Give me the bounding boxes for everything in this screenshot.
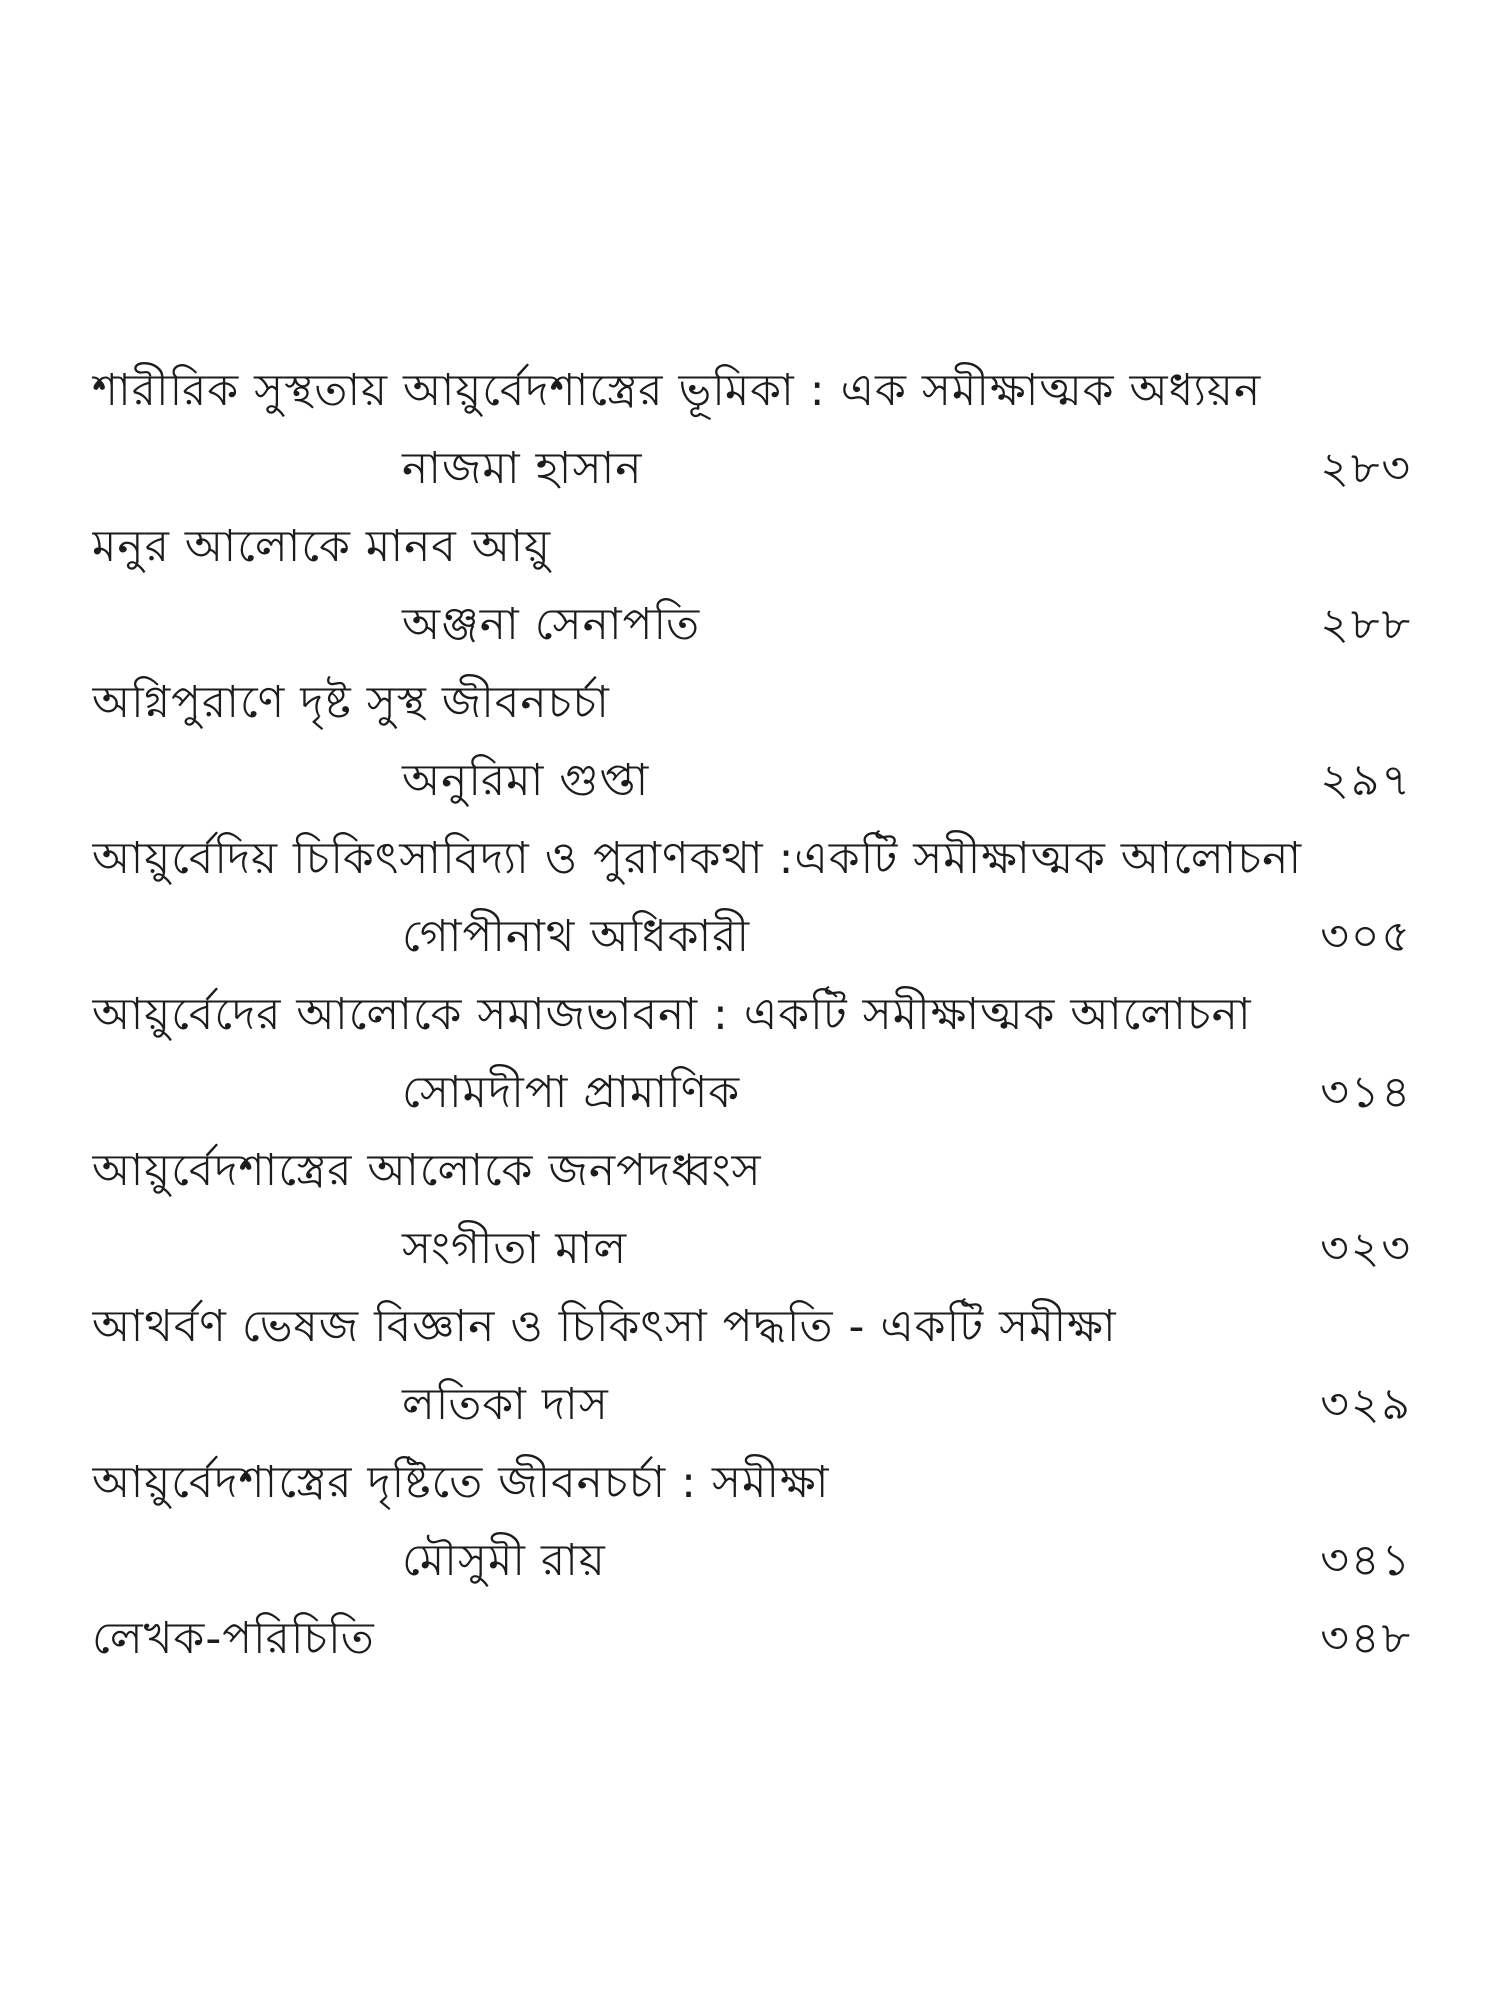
entry-author-row (92, 1210, 1412, 1288)
entry-author-row (92, 430, 1412, 508)
toc-entry (92, 664, 1412, 820)
toc-entry-author-bios (92, 1600, 1412, 1678)
toc-entry (92, 508, 1412, 664)
toc-entry (92, 976, 1412, 1132)
entry-author: সংগীতা মাল (402, 1223, 628, 1274)
entry-author: লতিকা দাস (402, 1379, 609, 1430)
entry-page-number: ৩৪১ (1320, 1535, 1412, 1586)
toc-entry (92, 352, 1412, 508)
entry-page-number: ৩২৯ (1320, 1379, 1412, 1430)
entry-author-row (92, 1366, 1412, 1444)
entry-title-row (92, 1600, 1412, 1678)
toc-entry (92, 1132, 1412, 1288)
entry-title: আয়ুর্বেদের আলোকে সমাজভাবনা : একটি সমীক্ষাত্মক আলোচনা (92, 989, 1252, 1040)
entry-author: অনুরিমা গুপ্তা (402, 755, 650, 806)
entry-page-number: ২৮৮ (1320, 599, 1412, 650)
entry-author: গোপীনাথ অধিকারী (402, 911, 751, 962)
entry-page-number: ৩১৪ (1320, 1067, 1412, 1118)
entry-author-row (92, 1522, 1412, 1600)
entry-title: লেখক-পরিচিতি (92, 1613, 375, 1664)
entry-title: আয়ুর্বেদশাস্ত্রের দৃষ্টিতে জীবনচর্চা : সমীক্ষা (92, 1457, 830, 1508)
entry-author-row (92, 742, 1412, 820)
entry-title: আয়ুর্বেদিয় চিকিৎসাবিদ্যা ও পুরাণকথা :একটি সমীক্ষাত্মক আলোচনা (92, 833, 1303, 884)
entry-title: অগ্নিপুরাণে দৃষ্ট সুস্থ জীবনচর্চা (92, 677, 610, 728)
entry-author-row (92, 898, 1412, 976)
toc-entry (92, 820, 1412, 976)
entry-page-number: ৩২৩ (1320, 1223, 1412, 1274)
toc-entry (92, 1444, 1412, 1600)
entry-page-number: ২৮৩ (1320, 443, 1412, 494)
entry-author: মৌসুমী রায় (402, 1535, 606, 1586)
entry-page-number: ৩৪৮ (1320, 1613, 1412, 1664)
table-of-contents (92, 352, 1412, 1678)
entry-author: নাজমা হাসান (402, 443, 643, 494)
entry-author-row (92, 586, 1412, 664)
entry-author: অঞ্জনা সেনাপতি (402, 599, 701, 650)
entry-page-number: ৩০৫ (1320, 911, 1412, 962)
entry-author: সোমদীপা প্রামাণিক (402, 1067, 741, 1118)
entry-author-row (92, 1054, 1412, 1132)
entry-title: আথর্বণ ভেষজ বিজ্ঞান ও চিকিৎসা পদ্ধতি - একটি সমীক্ষা (92, 1301, 1117, 1352)
entry-title: আয়ুর্বেদশাস্ত্রের আলোকে জনপদধ্বংস (92, 1145, 762, 1196)
entry-page-number: ২৯৭ (1320, 755, 1412, 806)
entry-title: মনুর আলোকে মানব আয়ু (92, 521, 552, 572)
entry-title: শারীরিক সুস্থতায় আয়ুর্বেদশাস্ত্রের ভূমিকা : এক সমীক্ষাত্মক অধ্যয়ন (92, 365, 1262, 416)
toc-entry (92, 1288, 1412, 1444)
